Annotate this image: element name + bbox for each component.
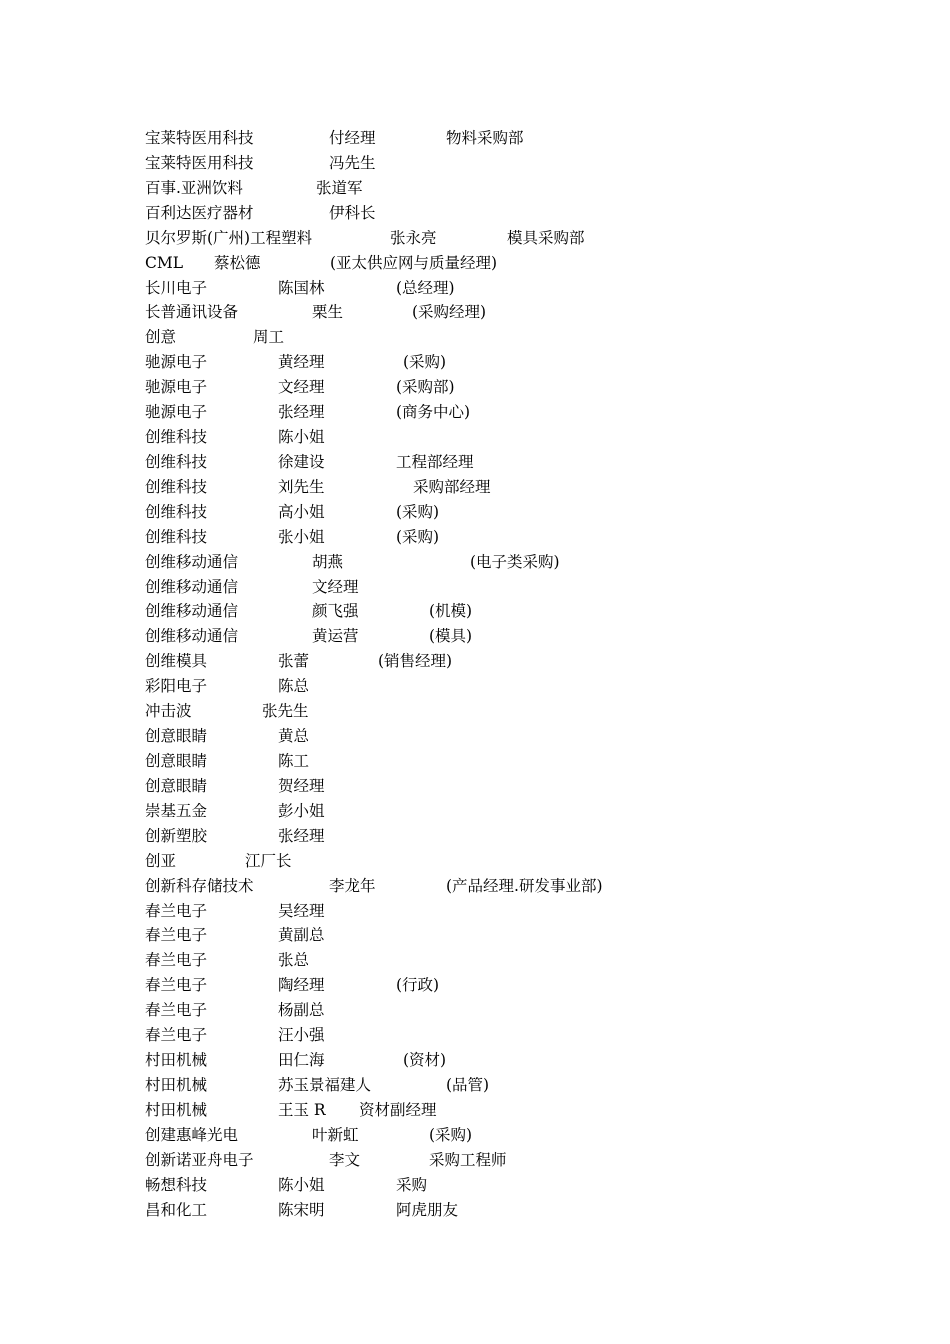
company-name: 创意眼睛 xyxy=(145,776,208,795)
list-item xyxy=(0,874,950,898)
list-item xyxy=(0,899,950,923)
company-name: 驰源电子 xyxy=(145,403,208,422)
contact-name: 刘先生 xyxy=(278,477,325,496)
contact-note: (采购部) xyxy=(396,378,455,397)
company-name: 宝莱特医用科技 xyxy=(145,129,254,147)
company-name: 创新诺亚舟电子 xyxy=(145,1150,254,1169)
contact-name: 吴经理 xyxy=(278,901,325,920)
company-name: 创新塑胶 xyxy=(145,826,208,845)
contact-name: 陈小姐 xyxy=(278,1175,325,1194)
contact-name: 文经理 xyxy=(312,577,359,596)
list-item xyxy=(0,923,950,947)
company-name: 彩阳电子 xyxy=(145,677,208,696)
company-name: CML xyxy=(145,253,184,272)
list-item xyxy=(0,176,950,200)
company-name: 畅想科技 xyxy=(145,1175,208,1194)
contact-name: 陈总 xyxy=(278,677,310,696)
contact-note: 工程部经理 xyxy=(396,452,474,471)
company-name: 创维科技 xyxy=(145,452,208,471)
contact-name: 彭小姐 xyxy=(278,801,325,820)
contact-note: 阿虎朋友 xyxy=(396,1200,459,1219)
list-item xyxy=(0,774,950,798)
list-item xyxy=(0,799,950,823)
contact-name: 张道军 xyxy=(316,178,363,197)
contact-name: 陈国林 xyxy=(278,278,325,297)
list-item xyxy=(0,624,950,648)
list-item xyxy=(0,375,950,399)
contact-name: 陈宋明 xyxy=(278,1200,325,1219)
company-name: 春兰电子 xyxy=(145,951,208,970)
company-name: 崇基五金 xyxy=(145,801,208,820)
company-name: 春兰电子 xyxy=(145,976,208,995)
contact-name: 江厂长 xyxy=(245,851,292,870)
list-item xyxy=(0,1173,950,1197)
list-item xyxy=(0,824,950,848)
list-item xyxy=(0,1198,950,1222)
contact-name: 张永亮 xyxy=(390,228,437,247)
list-item xyxy=(0,151,950,175)
company-name: 创意眼睛 xyxy=(145,727,208,746)
contact-note: 采购部经理 xyxy=(413,477,491,496)
list-item xyxy=(0,350,950,374)
contact-note: (资材) xyxy=(403,1051,447,1070)
company-name: 创维科技 xyxy=(145,477,208,496)
company-name: 创维模具 xyxy=(145,652,208,671)
contact-note: (采购) xyxy=(403,353,447,372)
contact-name: 田仁海 xyxy=(278,1051,325,1070)
list-item xyxy=(0,649,950,673)
company-name: 创维移动通信 xyxy=(145,552,239,571)
company-name: 春兰电子 xyxy=(145,1001,208,1020)
company-name: 村田机械 xyxy=(145,1100,208,1119)
contact-name: 黄经理 xyxy=(278,353,325,372)
contact-note: 资材副经理 xyxy=(359,1100,437,1119)
company-name: 创维移动通信 xyxy=(145,627,239,646)
contact-name: 黄副总 xyxy=(278,926,325,945)
company-name: 春兰电子 xyxy=(145,901,208,920)
contact-name: 杨副总 xyxy=(278,1001,325,1020)
list-item xyxy=(0,425,950,449)
list-item xyxy=(0,325,950,349)
contact-note: (电子类采购) xyxy=(470,552,560,571)
company-name: 百利达医疗器材 xyxy=(145,203,254,222)
company-name: 创维移动通信 xyxy=(145,577,239,596)
contact-name: 黄运营 xyxy=(312,627,359,646)
contact-note: (亚太供应网与质量经理) xyxy=(330,253,498,272)
contact-name: 陶经理 xyxy=(278,976,325,995)
contact-name: 张蕾 xyxy=(278,652,310,671)
list-item xyxy=(0,525,950,549)
contact-note: (行政) xyxy=(396,976,440,995)
contact-note: 采购工程师 xyxy=(429,1150,507,1169)
contact-note: (采购) xyxy=(396,502,440,521)
contact-name: 颜飞强 xyxy=(312,602,359,621)
contact-note: (销售经理) xyxy=(378,652,453,671)
company-name: 创维科技 xyxy=(145,527,208,546)
company-name: 贝尔罗斯(广州)工程塑料 xyxy=(145,228,313,247)
company-name: 长川电子 xyxy=(145,278,208,297)
list-item xyxy=(0,400,950,424)
list-item xyxy=(0,500,950,524)
contact-name: 陈工 xyxy=(278,752,310,770)
company-name: 创亚 xyxy=(145,851,177,870)
contact-note: (总经理) xyxy=(396,278,455,297)
contact-name: 陈小姐 xyxy=(278,428,325,447)
list-item xyxy=(0,1148,950,1172)
list-item xyxy=(0,1073,950,1097)
list-item xyxy=(0,948,950,972)
contact-note: 采购 xyxy=(396,1175,428,1194)
list-item xyxy=(0,973,950,997)
company-name: 创意 xyxy=(145,328,177,347)
company-name: 百事.亚洲饮料 xyxy=(145,178,243,197)
contact-name: 付经理 xyxy=(329,129,376,147)
company-name: 创维科技 xyxy=(145,428,208,447)
company-name: 冲击波 xyxy=(145,702,192,721)
list-item xyxy=(0,699,950,723)
list-item xyxy=(0,724,950,748)
list-item xyxy=(0,251,950,275)
list-item xyxy=(0,575,950,599)
contact-name: 高小姐 xyxy=(278,502,325,521)
contact-name: 黄总 xyxy=(278,727,310,746)
list-item xyxy=(0,599,950,623)
contact-name: 贺经理 xyxy=(278,776,325,795)
contact-note: (产品经理.研发事业部) xyxy=(446,876,603,895)
contact-name: 胡燕 xyxy=(312,552,344,571)
contact-name: 蔡松德 xyxy=(214,253,261,272)
list-item xyxy=(0,300,950,324)
list-item xyxy=(0,1048,950,1072)
company-name: 驰源电子 xyxy=(145,378,208,397)
list-item xyxy=(0,201,950,225)
list-item xyxy=(0,849,950,873)
contact-name: 徐建设 xyxy=(278,452,325,471)
list-item xyxy=(0,998,950,1022)
company-name: 宝莱特医用科技 xyxy=(145,153,254,172)
contact-name: 叶新虹 xyxy=(312,1125,359,1144)
list-item xyxy=(0,749,950,773)
company-name: 创意眼睛 xyxy=(145,752,208,770)
contact-name: 冯先生 xyxy=(329,153,376,172)
contact-note: (模具) xyxy=(429,627,473,646)
list-item xyxy=(0,450,950,474)
contact-name: 苏玉景福建人 xyxy=(278,1075,372,1094)
list-item xyxy=(0,674,950,698)
list-item xyxy=(0,276,950,300)
company-name: 创维科技 xyxy=(145,502,208,521)
list-item xyxy=(0,1123,950,1147)
company-name: 村田机械 xyxy=(145,1075,208,1094)
contact-name: 张先生 xyxy=(262,702,309,721)
list-item xyxy=(0,126,950,150)
contact-name: 张经理 xyxy=(278,826,325,845)
company-name: 创维移动通信 xyxy=(145,602,239,621)
company-name: 驰源电子 xyxy=(145,353,208,372)
contact-name: 汪小强 xyxy=(278,1026,325,1045)
contact-name: 栗生 xyxy=(312,303,344,322)
contact-note: (采购经理) xyxy=(412,303,487,322)
company-name: 创建惠峰光电 xyxy=(145,1125,239,1144)
company-name: 村田机械 xyxy=(145,1051,208,1070)
contact-name: 李龙年 xyxy=(329,876,376,895)
list-item xyxy=(0,1023,950,1047)
company-name: 昌和化工 xyxy=(145,1200,208,1219)
list-item xyxy=(0,1098,950,1122)
list-item xyxy=(0,475,950,499)
contact-note: (机模) xyxy=(429,602,473,621)
company-name: 春兰电子 xyxy=(145,926,208,945)
contact-note: (商务中心) xyxy=(396,403,471,422)
contact-name: 王玉 R xyxy=(278,1100,326,1119)
contact-name: 李文 xyxy=(329,1150,361,1169)
contact-name: 周工 xyxy=(253,328,285,347)
company-name: 春兰电子 xyxy=(145,1026,208,1045)
contact-note: (采购) xyxy=(396,527,440,546)
contact-note: 物料采购部 xyxy=(446,129,524,147)
company-name: 创新科存储技术 xyxy=(145,876,254,895)
contact-name: 文经理 xyxy=(278,378,325,397)
contact-note: (品管) xyxy=(446,1075,490,1094)
contact-note: (采购) xyxy=(429,1125,473,1144)
list-item xyxy=(0,226,950,250)
contact-name: 伊科长 xyxy=(329,203,376,222)
contact-name: 张总 xyxy=(278,951,310,970)
company-name: 长普通讯设备 xyxy=(145,303,239,322)
contact-name: 张经理 xyxy=(278,403,325,422)
contact-name: 张小姐 xyxy=(278,527,325,546)
contact-note: 模具采购部 xyxy=(507,228,585,247)
list-item xyxy=(0,550,950,574)
